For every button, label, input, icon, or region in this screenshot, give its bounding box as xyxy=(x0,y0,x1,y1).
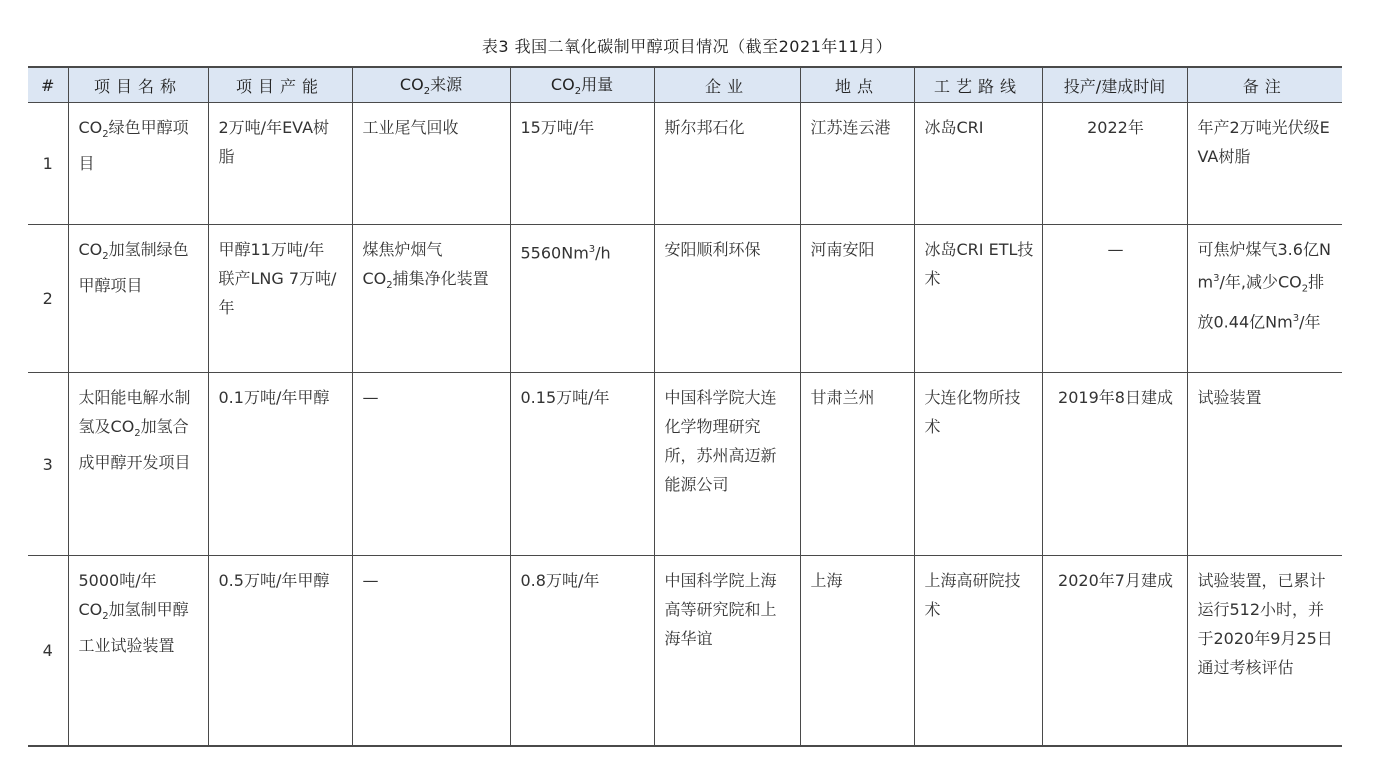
header-date: 投产/建成时间 xyxy=(1042,67,1187,103)
note-cell: 可焦炉煤气3.6亿Nm$^3$/年,减少$CO_2$排放0.44亿Nm$^3$/年 xyxy=(1187,225,1342,373)
date-cell: 2019年8日建成 xyxy=(1042,373,1187,556)
date-cell: — xyxy=(1042,225,1187,373)
header-location: 地点 xyxy=(800,67,914,103)
note-cell: 年产2万吨光伏级EVA树脂 xyxy=(1187,103,1342,225)
table-row xyxy=(28,556,1342,746)
date-cell: 2020年7月建成 xyxy=(1042,556,1187,746)
project-name: $CO_2$绿色甲醇项目 xyxy=(68,103,208,225)
process-cell: 大连化物所技术 xyxy=(914,373,1042,556)
row-index: 2 xyxy=(28,225,68,373)
company-cell: 安阳顺利环保 xyxy=(654,225,800,373)
usage-cell: 5560Nm$^3$/h xyxy=(510,225,654,373)
note-cell: 试验装置，已累计运行512小时，并于2020年9月25日通过考核评估 xyxy=(1187,556,1342,746)
capacity-cell: 甲醇11万吨/年 联产LNG 7万吨/年 xyxy=(208,225,352,373)
source-cell: — xyxy=(352,556,510,746)
location-cell: 江苏连云港 xyxy=(800,103,914,225)
row-index: 1 xyxy=(28,103,68,225)
header-co2-usage: $CO_2$用量 xyxy=(510,67,654,103)
row-index: 3 xyxy=(28,373,68,556)
project-name: 太阳能电解水制氢及$CO_2$加氢合成甲醇开发项目 xyxy=(68,373,208,556)
location-cell: 河南安阳 xyxy=(800,225,914,373)
header-note: 备注 xyxy=(1187,67,1342,103)
project-table xyxy=(28,66,1342,747)
capacity-cell: 0.1万吨/年甲醇 xyxy=(208,373,352,556)
capacity-cell: 0.5万吨/年甲醇 xyxy=(208,556,352,746)
table-row xyxy=(28,103,1342,225)
usage-cell: 0.8万吨/年 xyxy=(510,556,654,746)
note-cell: 试验装置 xyxy=(1187,373,1342,556)
header-co2-source: $CO_2$来源 xyxy=(352,67,510,103)
project-name: $CO_2$加氢制绿色甲醇项目 xyxy=(68,225,208,373)
header-row xyxy=(28,67,1342,103)
company-cell: 斯尔邦石化 xyxy=(654,103,800,225)
header-company: 企业 xyxy=(654,67,800,103)
table-row xyxy=(28,373,1342,556)
usage-cell: 0.15万吨/年 xyxy=(510,373,654,556)
header-project-name: 项目名称 xyxy=(68,67,208,103)
capacity-cell: 2万吨/年EVA树脂 xyxy=(208,103,352,225)
row-index: 4 xyxy=(28,556,68,746)
source-cell: — xyxy=(352,373,510,556)
header-capacity: 项目产能 xyxy=(208,67,352,103)
source-cell: 煤焦炉烟气 $CO_2$捕集净化装置 xyxy=(352,225,510,373)
table-row xyxy=(28,225,1342,373)
company-cell: 中国科学院大连化学物理研究所，苏州高迈新能源公司 xyxy=(654,373,800,556)
project-name: 5000吨/年 $CO_2$加氢制甲醇工业试验装置 xyxy=(68,556,208,746)
header-index: # xyxy=(28,67,68,103)
date-cell: 2022年 xyxy=(1042,103,1187,225)
company-cell: 中国科学院上海高等研究院和上海华谊 xyxy=(654,556,800,746)
process-cell: 冰岛CRI xyxy=(914,103,1042,225)
process-cell: 上海高研院技术 xyxy=(914,556,1042,746)
table-caption: 表3 我国二氧化碳制甲醇项目情况（截至2021年11月） xyxy=(481,37,893,56)
source-cell: 工业尾气回收 xyxy=(352,103,510,225)
location-cell: 上海 xyxy=(800,556,914,746)
usage-cell: 15万吨/年 xyxy=(510,103,654,225)
location-cell: 甘肃兰州 xyxy=(800,373,914,556)
process-cell: 冰岛CRI ETL技术 xyxy=(914,225,1042,373)
header-process: 工艺路线 xyxy=(914,67,1042,103)
